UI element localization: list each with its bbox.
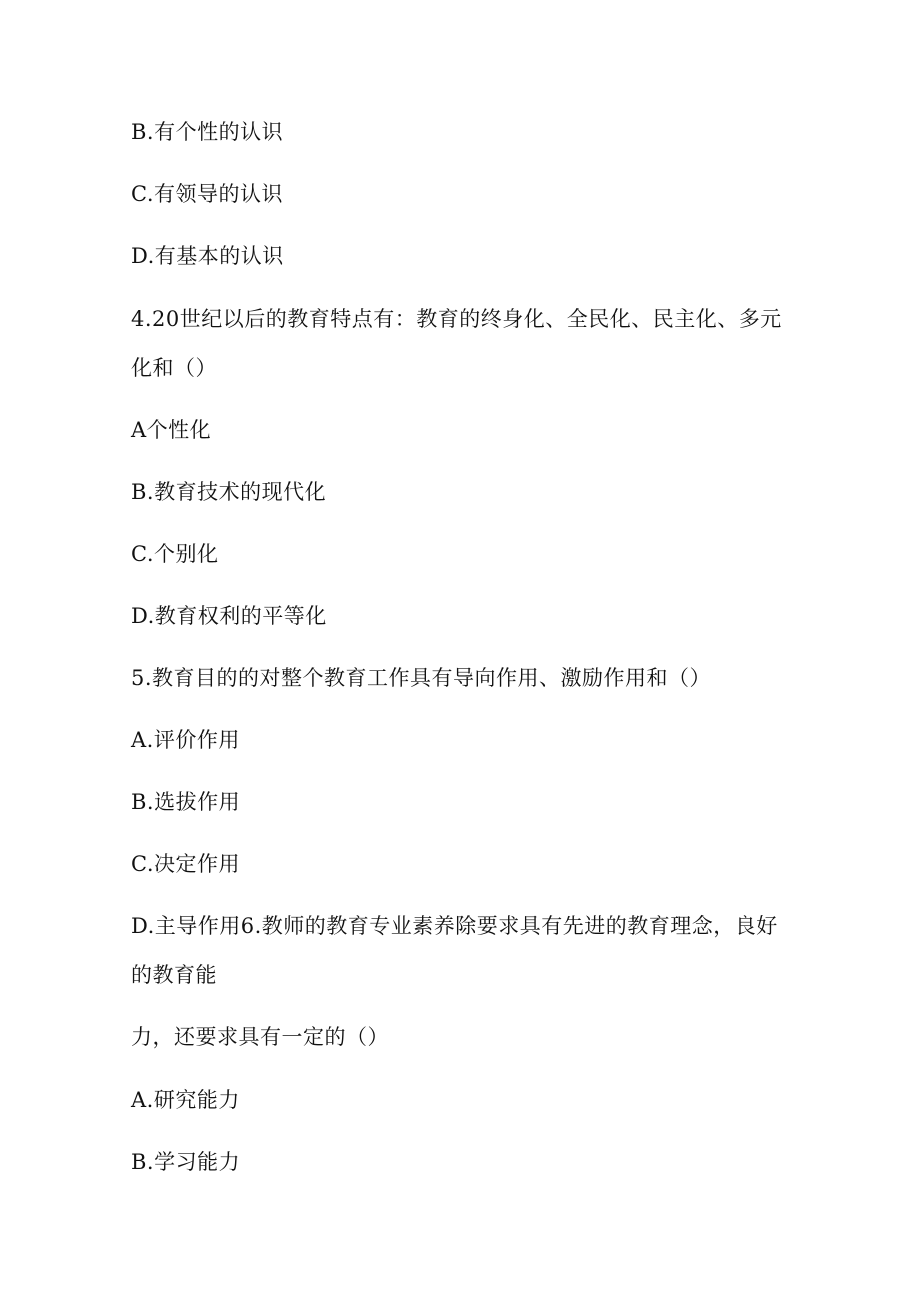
- question-6-line-3: 力，还要求具有一定的（）: [131, 1025, 389, 1049]
- option-5d-question-6: D.主导作用6.教师的教育专业素养除要求具有先进的教育理念，良好: [131, 914, 778, 938]
- option-6b: B.学习能力: [131, 1150, 241, 1174]
- option-6a: A.研究能力: [131, 1088, 240, 1112]
- question-4-line-1: 4.20世纪以后的教育特点有：教育的终身化、全民化、民主化、多元: [131, 307, 782, 331]
- option-5c: C.决定作用: [131, 852, 240, 876]
- option-4d: D.教育权利的平等化: [131, 604, 327, 628]
- option-3c: C.有领导的认识: [131, 182, 283, 206]
- question-4-line-2: 化和（）: [131, 356, 217, 380]
- option-3d: D.有基本的认识: [131, 244, 284, 268]
- option-4c: C.个别化: [131, 542, 219, 566]
- option-3b: B.有个性的认识: [131, 120, 284, 144]
- option-5a: A.评价作用: [131, 728, 240, 752]
- option-4a: A个性化: [131, 418, 212, 442]
- question-5: 5.教育目的的对整个教育工作具有导向作用、激励作用和（）: [131, 666, 712, 690]
- option-4b: B.教育技术的现代化: [131, 480, 327, 504]
- option-5b: B.选拔作用: [131, 790, 241, 814]
- question-6-line-2: 的教育能: [131, 963, 217, 987]
